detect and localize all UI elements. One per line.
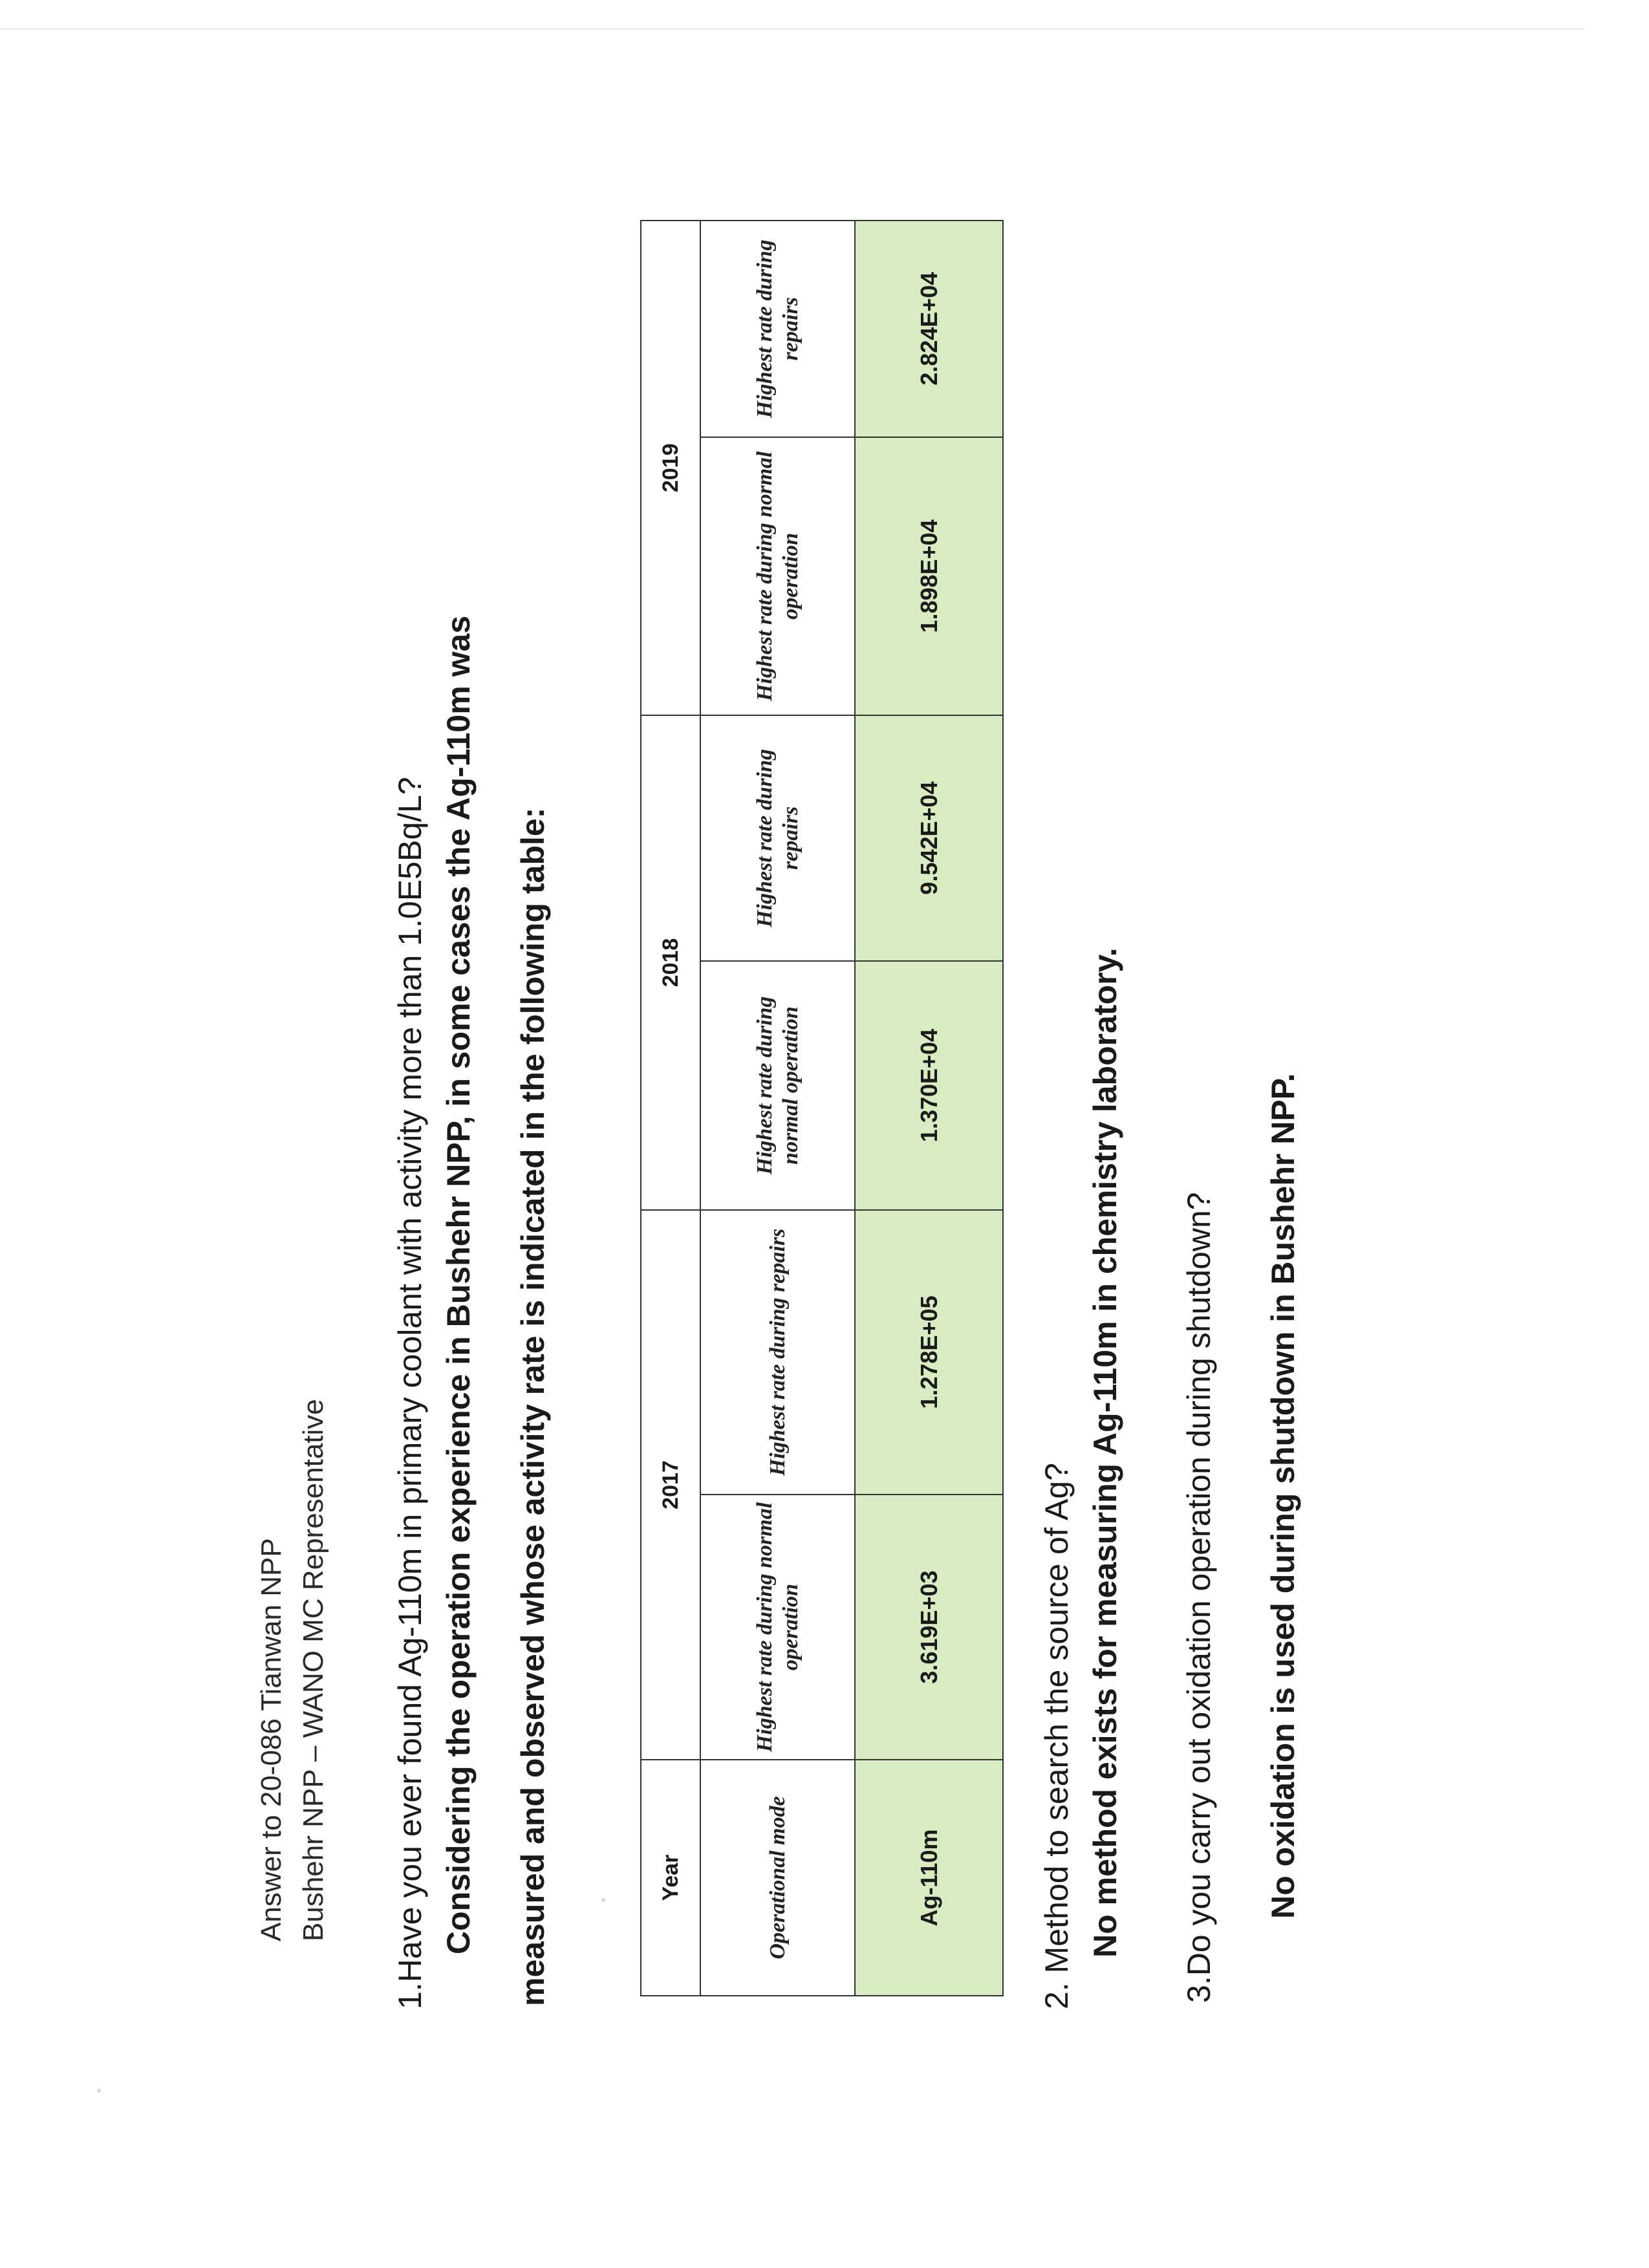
year-cell-2019: 2019 xyxy=(641,221,700,715)
year-cell-2017: 2017 xyxy=(641,1210,700,1760)
value-cell: 9.542E+04 xyxy=(855,715,1003,961)
question-3: 3.Do you carry out oxidation operation during shutdown? xyxy=(1181,1192,1217,2003)
answer-2: No method exists for measuring Ag-110m in chemistry laboratory. xyxy=(1087,947,1123,1958)
answer-3: No oxidation is used during shutdown in Bushehr NPP. xyxy=(1265,1073,1301,1919)
question-2: 2. Method to search the source of Ag? xyxy=(1039,1463,1075,2009)
mode-cell: Highest rate during repairs xyxy=(700,715,855,961)
activity-rate-table xyxy=(640,220,1004,1996)
mode-cell: Highest rate during normal operation xyxy=(700,961,855,1210)
table-row-mode xyxy=(700,221,855,1996)
mode-cell: Highest rate during normal operation xyxy=(700,437,855,715)
value-cell: 2.824E+04 xyxy=(855,221,1003,437)
header-line-1: Answer to 20-086 Tianwan NPP xyxy=(255,1538,287,1941)
value-cell: 1.370E+04 xyxy=(855,961,1003,1210)
year-cell-2018: 2018 xyxy=(641,715,700,1210)
answer-1-line-2: measured and observed whose activity rate is indicated in the following table: xyxy=(515,807,551,2006)
nuclide-label-cell: Ag-110m xyxy=(855,1760,1003,1996)
header-line-2: Bushehr NPP – WANO MC Representative xyxy=(297,1399,329,1941)
table-row-ag110m xyxy=(855,221,1003,1996)
mode-cell: Highest rate during repairs xyxy=(700,1210,855,1495)
mode-label-cell: Operational mode xyxy=(700,1760,855,1996)
value-cell: 1.278E+05 xyxy=(855,1210,1003,1495)
mode-cell: Highest rate during repairs xyxy=(700,221,855,437)
value-cell: 3.619E+03 xyxy=(855,1495,1003,1760)
table-row-year xyxy=(641,221,700,1996)
value-cell: 1.898E+04 xyxy=(855,437,1003,715)
mode-cell: Highest rate during normal operation xyxy=(700,1495,855,1760)
answer-1-line-1: Considering the operation experience in Bushehr NPP, in some cases the Ag-110m was xyxy=(440,615,477,1954)
year-label-cell: Year xyxy=(641,1760,700,1996)
question-1: 1.Have you ever found Ag-110m in primary coolant with activity more than 1.0E5Bq/L? xyxy=(392,777,428,2009)
